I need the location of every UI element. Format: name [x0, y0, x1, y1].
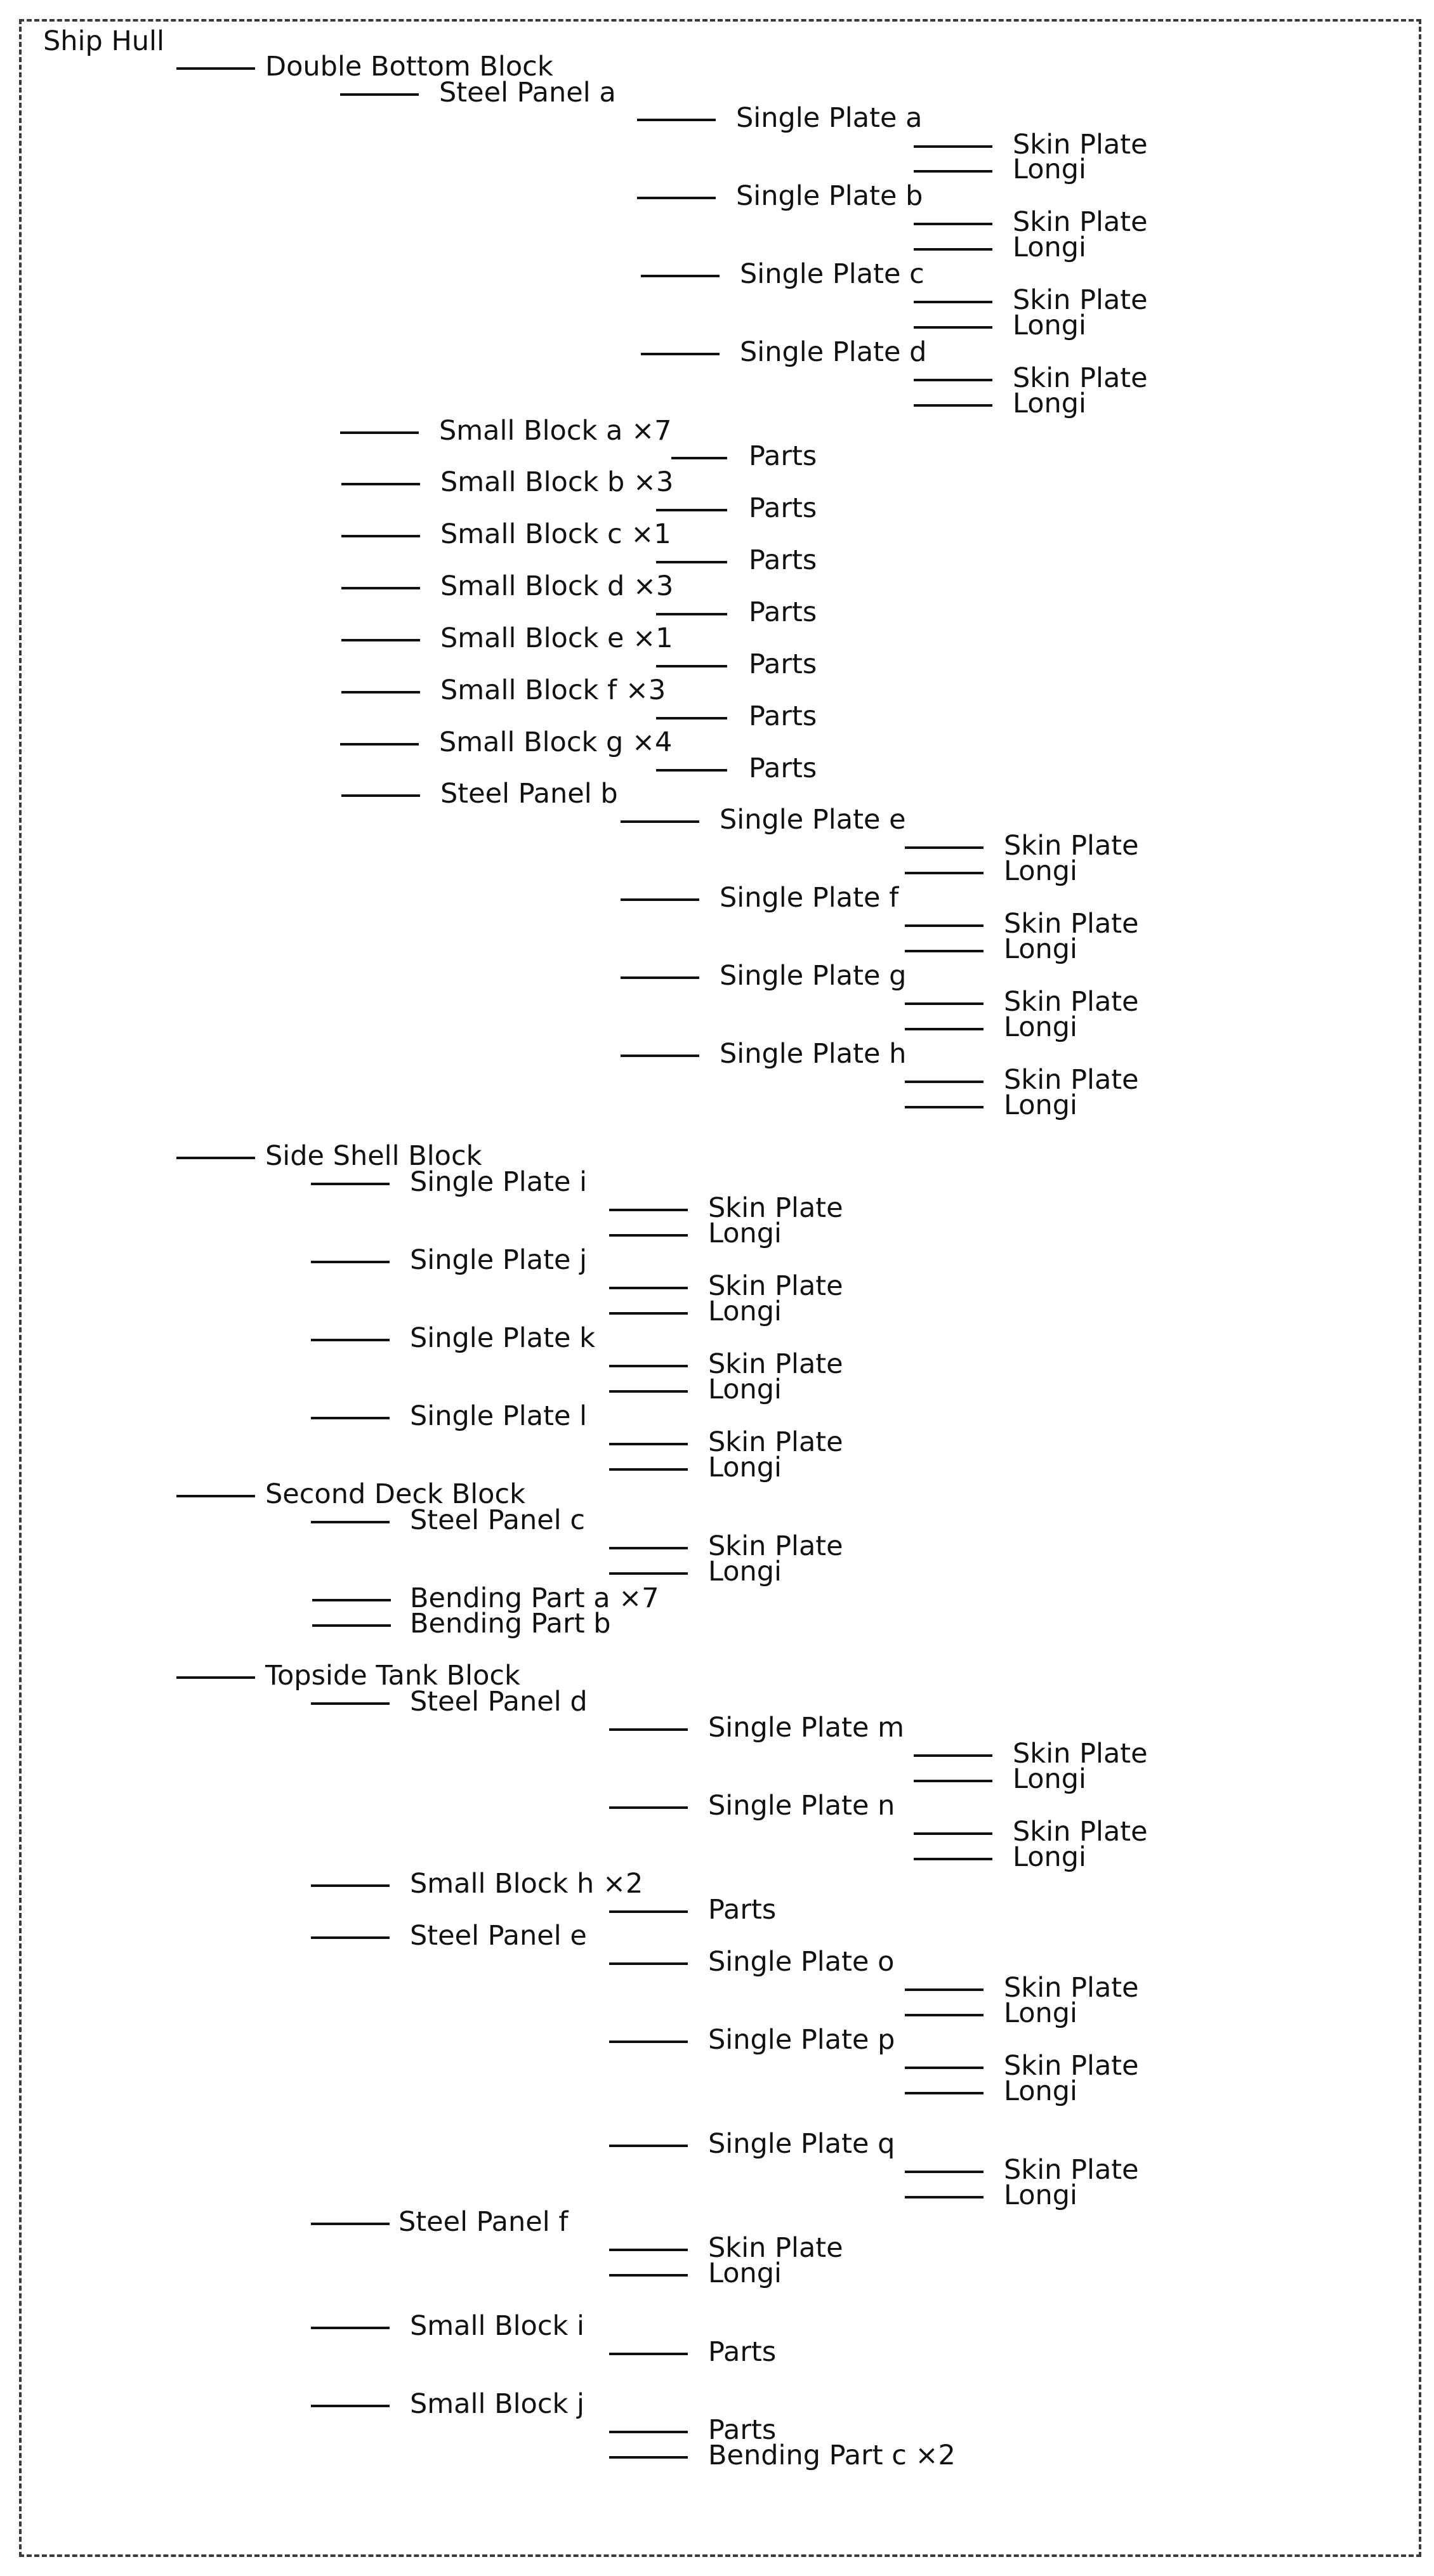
node-small-block-d: Small Block d ×3 [440, 570, 674, 602]
connector [905, 950, 983, 952]
connector [176, 1157, 255, 1159]
connector [621, 898, 699, 901]
node-skin-plate: Skin Plate [1004, 908, 1139, 940]
node-small-block-c: Small Block c ×1 [440, 518, 671, 550]
node-skin-plate: Skin Plate [1013, 362, 1148, 394]
node-skin-plate: Skin Plate [1013, 1816, 1148, 1848]
connector [914, 1754, 992, 1757]
connector [312, 1624, 391, 1627]
connector [176, 1495, 255, 1497]
connector [311, 1417, 390, 1419]
connector [905, 1028, 983, 1030]
node-longi: Longi [708, 1374, 782, 1405]
node-side-shell-block: Side Shell Block [265, 1140, 482, 1172]
connector [641, 275, 720, 277]
node-single-plate-k: Single Plate k [410, 1322, 595, 1354]
connector [905, 1106, 983, 1108]
node-skin-plate: Skin Plate [1004, 2050, 1139, 2082]
connector [905, 872, 983, 874]
connector [609, 1910, 688, 1913]
node-double-bottom-block: Double Bottom Block [265, 51, 553, 82]
node-single-plate-d: Single Plate d [740, 336, 927, 368]
node-single-plate-l: Single Plate l [410, 1400, 588, 1432]
node-single-plate-g: Single Plate g [720, 960, 907, 992]
connector [637, 197, 716, 199]
connector [609, 2274, 688, 2277]
connector [609, 2040, 688, 2043]
node-small-block-e: Small Block e ×1 [440, 622, 673, 654]
connector [671, 457, 727, 459]
connector [341, 535, 420, 537]
node-parts: Parts [749, 700, 817, 732]
connector [609, 1468, 688, 1471]
node-topside-tank-block: Topside Tank Block [265, 1660, 520, 1692]
connector [656, 509, 727, 511]
node-skin-plate: Skin Plate [1013, 129, 1148, 161]
node-steel-panel-e: Steel Panel e [410, 1920, 587, 1952]
node-skin-plate: Skin Plate [1004, 2154, 1139, 2186]
connector [914, 301, 992, 303]
connector [914, 248, 992, 251]
connector [905, 1081, 983, 1083]
connector [609, 1547, 688, 1549]
node-longi: Longi [1013, 1763, 1087, 1795]
node-skin-plate: Skin Plate [708, 1192, 843, 1224]
node-parts: Parts [749, 648, 817, 680]
node-parts: Parts [749, 752, 817, 784]
node-single-plate-i: Single Plate i [410, 1166, 588, 1198]
node-single-plate-h: Single Plate h [720, 1038, 907, 1070]
connector [609, 1572, 688, 1575]
node-parts: Parts [749, 544, 817, 576]
connector [340, 93, 419, 96]
node-single-plate-p: Single Plate p [708, 2024, 895, 2056]
node-single-plate-a: Single Plate a [736, 102, 923, 134]
connector [656, 665, 727, 667]
node-single-plate-c: Single Plate c [740, 258, 924, 290]
node-longi: Longi [1004, 1011, 1078, 1043]
connector [311, 1261, 390, 1263]
connector [176, 67, 255, 70]
node-parts: Parts [749, 440, 817, 472]
connector [609, 1209, 688, 1211]
connector [641, 353, 720, 355]
connector [621, 820, 699, 823]
node-bending-part-a: Bending Part a ×7 [410, 1582, 659, 1614]
connector [609, 2456, 688, 2459]
node-bending-part-c: Bending Part c ×2 [708, 2440, 956, 2471]
connector [609, 1728, 688, 1731]
connector [311, 1521, 390, 1523]
node-single-plate-j: Single Plate j [410, 1244, 588, 1276]
connector [311, 1702, 390, 1705]
node-skin-plate: Skin Plate [1013, 284, 1148, 316]
node-small-block-j: Small Block j [410, 2388, 585, 2420]
connector [609, 2431, 688, 2433]
node-parts: Parts [708, 2336, 777, 2368]
connector [609, 1287, 688, 1289]
node-small-block-h: Small Block h ×2 [410, 1868, 643, 1900]
connector [609, 2353, 688, 2355]
node-small-block-i: Small Block i [410, 2310, 585, 2342]
node-longi: Longi [1013, 1841, 1087, 1873]
connector [311, 1339, 390, 1341]
connector [656, 613, 727, 615]
connector [340, 431, 419, 434]
connector [341, 691, 420, 693]
node-skin-plate: Skin Plate [708, 1348, 843, 1380]
connector [914, 1832, 992, 1835]
connector [609, 1365, 688, 1367]
node-longi: Longi [708, 1296, 782, 1327]
node-skin-plate: Skin Plate [1004, 1064, 1139, 1096]
connector [609, 1962, 688, 1965]
connector [914, 223, 992, 225]
connector [905, 2171, 983, 2173]
node-parts: Parts [749, 596, 817, 628]
node-longi: Longi [1013, 232, 1087, 263]
node-single-plate-o: Single Plate o [708, 1946, 895, 1978]
node-longi: Longi [708, 1556, 782, 1587]
node-skin-plate: Skin Plate [708, 1530, 843, 1562]
node-longi: Longi [1004, 2179, 1078, 2211]
connector [311, 2405, 390, 2407]
connector [905, 846, 983, 849]
node-second-deck-block: Second Deck Block [265, 1478, 525, 1510]
node-longi: Longi [1004, 855, 1078, 887]
node-single-plate-e: Single Plate e [720, 804, 906, 836]
node-single-plate-q: Single Plate q [708, 2128, 895, 2160]
connector [905, 924, 983, 927]
connector [341, 587, 420, 589]
connector [656, 769, 727, 772]
node-longi: Longi [1004, 2075, 1078, 2107]
node-skin-plate: Skin Plate [708, 1270, 843, 1302]
node-steel-panel-a: Steel Panel a [439, 77, 616, 108]
connector [656, 717, 727, 720]
connector [637, 119, 716, 121]
connector [341, 639, 420, 641]
connector [905, 2092, 983, 2094]
node-small-block-f: Small Block f ×3 [440, 674, 666, 706]
connector [311, 1183, 390, 1185]
connector [914, 1780, 992, 1782]
connector [914, 326, 992, 329]
node-longi: Longi [708, 1218, 782, 1249]
connector [905, 2014, 983, 2016]
connector [905, 2196, 983, 2198]
connector [609, 1234, 688, 1237]
node-single-plate-b: Single Plate b [736, 180, 923, 212]
node-longi: Longi [1013, 388, 1087, 419]
connector [311, 1884, 390, 1887]
node-longi: Longi [708, 1452, 782, 1483]
connector [609, 2249, 688, 2251]
node-small-block-g: Small Block g ×4 [439, 726, 673, 758]
connector [621, 976, 699, 979]
connector [656, 561, 727, 563]
node-longi: Longi [1004, 1997, 1078, 2029]
connector [609, 1312, 688, 1315]
connector [621, 1055, 699, 1057]
connector [609, 1806, 688, 1809]
connector [609, 1390, 688, 1393]
node-steel-panel-f: Steel Panel f [398, 2206, 569, 2238]
node-longi: Longi [1013, 310, 1087, 341]
connector [340, 743, 419, 746]
connector [176, 1676, 255, 1679]
node-single-plate-n: Single Plate n [708, 1790, 895, 1822]
node-longi: Longi [1013, 154, 1087, 185]
connector [311, 2223, 390, 2225]
connector [311, 2327, 390, 2329]
node-single-plate-m: Single Plate m [708, 1712, 904, 1744]
connector [914, 170, 992, 173]
connector [905, 2067, 983, 2069]
node-steel-panel-b: Steel Panel b [440, 778, 618, 810]
node-steel-panel-d: Steel Panel d [410, 1686, 588, 1718]
connector [609, 2145, 688, 2147]
node-ship-hull: Ship Hull [43, 25, 164, 57]
node-skin-plate: Skin Plate [1004, 986, 1139, 1018]
connector [609, 1443, 688, 1445]
node-longi: Longi [1004, 1089, 1078, 1121]
node-steel-panel-c: Steel Panel c [410, 1504, 585, 1536]
node-longi: Longi [1004, 933, 1078, 965]
node-small-block-b: Small Block b ×3 [440, 466, 674, 498]
connector [914, 379, 992, 381]
node-skin-plate: Skin Plate [1004, 830, 1139, 862]
node-skin-plate: Skin Plate [1004, 1972, 1139, 2004]
node-skin-plate: Skin Plate [1013, 206, 1148, 238]
node-small-block-a: Small Block a ×7 [439, 415, 672, 447]
node-parts: Parts [749, 492, 817, 524]
node-longi: Longi [708, 2257, 782, 2289]
node-skin-plate: Skin Plate [708, 2232, 843, 2264]
connector [914, 145, 992, 148]
node-bending-part-b: Bending Part b [410, 1608, 611, 1640]
connector [341, 794, 420, 797]
connector [914, 404, 992, 407]
node-skin-plate: Skin Plate [1013, 1738, 1148, 1770]
node-skin-plate: Skin Plate [708, 1426, 843, 1458]
connector [312, 1599, 391, 1601]
node-parts: Parts [708, 2414, 777, 2446]
connector [905, 1988, 983, 1991]
connector [311, 1936, 390, 1939]
connector [341, 483, 420, 485]
node-single-plate-f: Single Plate f [720, 882, 899, 914]
connector [914, 1858, 992, 1860]
connector [905, 1002, 983, 1005]
node-parts: Parts [708, 1894, 777, 1926]
